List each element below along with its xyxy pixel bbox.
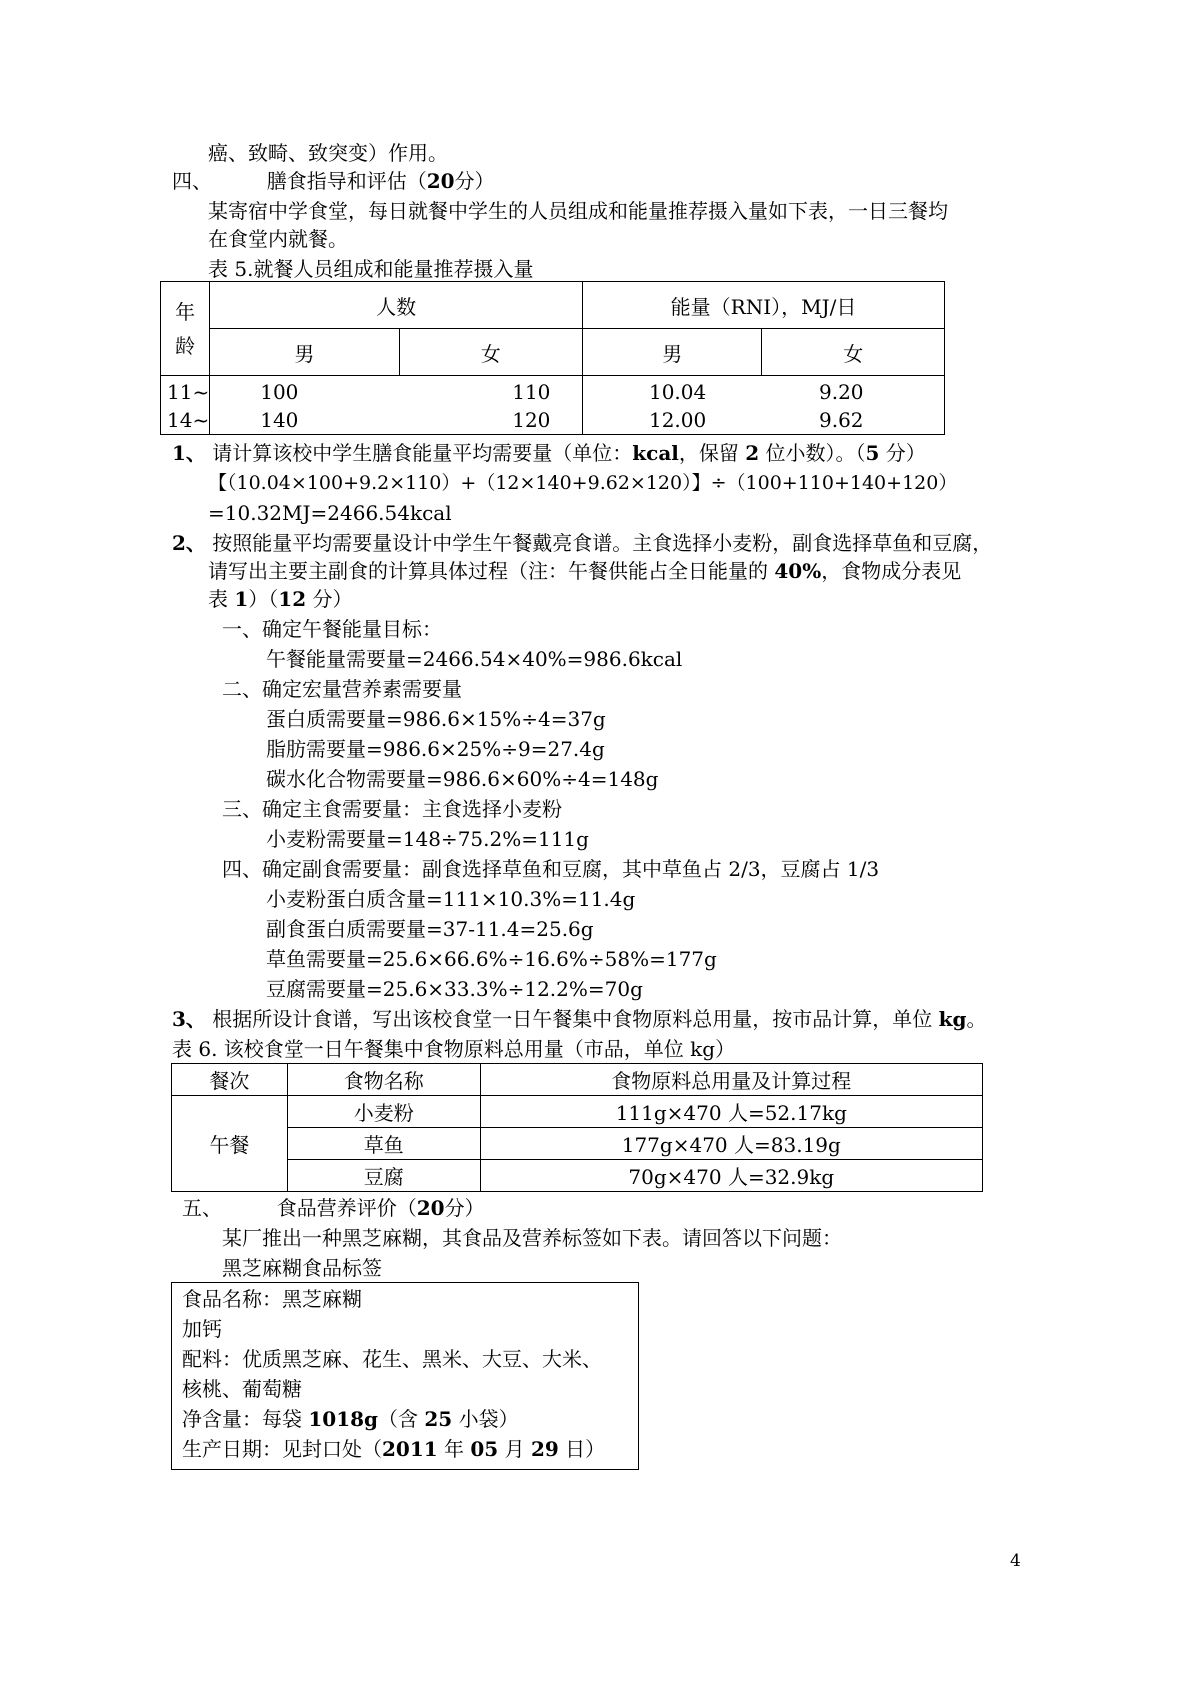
count-female-header: 女	[399, 329, 582, 376]
question-text: 位小数）。（	[759, 441, 866, 465]
step-line: 草鱼需要量=25.6×66.6%÷16.6%÷58%=177g	[266, 947, 717, 971]
header-calc: 食物原料总用量及计算过程	[480, 1064, 982, 1096]
unit: kcal	[632, 441, 679, 465]
question-text: 根据所设计食谱，写出该校食堂一日午餐集中食物原料总用量，按市品计算，单位	[212, 1007, 939, 1031]
question-text: 。	[966, 1007, 987, 1031]
label-calcium: 加钙	[182, 1317, 222, 1341]
q1-answer-result: =10.32MJ=2466.54kcal	[208, 501, 452, 525]
step-line: 豆腐需要量=25.6×33.3%÷12.2%=70g	[266, 977, 643, 1001]
food-label-caption: 黑芝麻糊食品标签	[222, 1256, 382, 1280]
date-year: 2011	[382, 1437, 438, 1461]
question-3	[172, 1006, 986, 1032]
question-number: 1、	[172, 441, 206, 465]
unit: kg	[938, 1007, 967, 1031]
age-value: 14~	[167, 408, 210, 432]
energy-header: 能量（RNI），MJ/日	[582, 282, 944, 329]
section-title: 食品营养评价（	[276, 1196, 417, 1220]
energy-male-value: 12.00	[648, 408, 707, 432]
label-text: 月	[498, 1437, 531, 1461]
score: 12	[278, 587, 307, 611]
section-5-heading	[182, 1195, 485, 1221]
section-4-heading	[172, 168, 495, 194]
label-text: 小袋）	[452, 1407, 519, 1431]
question-text: 表	[208, 587, 235, 611]
energy-male-header: 男	[582, 329, 762, 376]
date-month: 05	[470, 1437, 499, 1461]
count-male-value: 100	[260, 380, 299, 404]
label-ingredients: 配料：优质黑芝麻、花生、黑米、大豆、大米、	[182, 1347, 602, 1371]
count-data-cell	[210, 376, 583, 435]
step-heading: 三、确定主食需要量：主食选择小麦粉	[222, 797, 562, 821]
label-net-weight	[182, 1406, 519, 1432]
label-text: （含	[378, 1407, 425, 1431]
step-heading: 二、确定宏量营养素需要量	[222, 677, 462, 701]
question-number: 3、	[172, 1007, 206, 1031]
date-day: 29	[530, 1437, 559, 1461]
section-score-suffix: 分）	[454, 169, 495, 193]
question-text: 请写出主要主副食的计算具体过程（注：午餐供能占全日能量的	[208, 559, 775, 583]
question-text: 按照能量平均需要量设计中学生午餐戴亮食谱。主食选择小麦粉，副食选择草鱼和豆腐，	[212, 531, 993, 555]
label-product-name: 食品名称：黑芝麻糊	[182, 1287, 362, 1311]
digits: 2	[745, 441, 760, 465]
step-line: 脂肪需要量=986.6×25%÷9=27.4g	[266, 737, 605, 761]
energy-data-cell	[582, 376, 944, 435]
question-text: 请计算该校中学生膳食能量平均需要量（单位：	[212, 441, 633, 465]
question-2-line-3	[208, 586, 352, 612]
age-header	[161, 282, 210, 376]
energy-female-value: 9.20	[818, 380, 864, 404]
step-heading: 一、确定午餐能量目标：	[222, 617, 442, 641]
percent: 40%	[774, 559, 822, 583]
intro-line-1: 某寄宿中学食堂，每日就餐中学生的人员组成和能量推荐摄入量如下表，一日三餐均	[208, 199, 948, 223]
step-line: 小麦粉蛋白质含量=111×10.3%=11.4g	[266, 887, 636, 911]
question-2-line-2	[208, 558, 961, 584]
question-text: ，保留	[678, 441, 746, 465]
label-text: 日）	[558, 1437, 606, 1461]
table-ref: 1	[234, 587, 249, 611]
count-header: 人数	[210, 282, 583, 329]
age-cell	[161, 376, 210, 435]
calc-cell: 111g×470 人=52.17kg	[480, 1096, 982, 1128]
label-ingredients-cont: 核桃、葡萄糖	[182, 1377, 302, 1401]
count-female-value: 120	[512, 408, 551, 432]
count-female-value: 110	[512, 380, 551, 404]
question-2	[172, 530, 992, 556]
step-line: 午餐能量需要量=2466.54×40%=986.6kcal	[266, 647, 683, 671]
step-line: 小麦粉需要量=148÷75.2%=111g	[266, 827, 589, 851]
food-label-box	[171, 1282, 639, 1470]
section-number: 五、	[182, 1196, 222, 1220]
section-number: 四、	[172, 169, 212, 193]
calc-cell: 70g×470 人=32.9kg	[480, 1160, 982, 1192]
step-line: 蛋白质需要量=986.6×15%÷4=37g	[266, 707, 606, 731]
page-number: 4	[1010, 1551, 1021, 1571]
section-score: 20	[426, 169, 455, 193]
energy-female-header: 女	[762, 329, 945, 376]
score: 5	[865, 441, 880, 465]
calc-cell: 177g×470 人=83.19g	[480, 1128, 982, 1160]
energy-female-value: 9.62	[818, 408, 864, 432]
count-male-value: 140	[260, 408, 299, 432]
question-1	[172, 440, 926, 466]
net-count-value: 25	[424, 1407, 453, 1431]
meal-cell: 午餐	[172, 1096, 288, 1192]
section-title: 膳食指导和评估（	[266, 169, 427, 193]
step-heading: 四、确定副食需要量：副食选择草鱼和豆腐，其中草鱼占 2/3，豆腐占 1/3	[222, 857, 880, 881]
header-food: 食物名称	[287, 1064, 480, 1096]
header-meal: 餐次	[172, 1064, 288, 1096]
table5-caption: 表 5.就餐人员组成和能量推荐摄入量	[208, 257, 534, 281]
question-text: 分）	[879, 441, 926, 465]
question-text: ，食物成分表见	[821, 559, 962, 583]
table6-caption: 表 6. 该校食堂一日午餐集中食物原料总用量（市品，单位 kg）	[172, 1037, 736, 1061]
step-line: 碳水化合物需要量=986.6×60%÷4=148g	[266, 767, 659, 791]
count-male-header: 男	[210, 329, 399, 376]
label-text: 净含量：每袋	[182, 1407, 309, 1431]
label-production-date	[182, 1436, 605, 1462]
section-score-suffix: 分）	[444, 1196, 485, 1220]
energy-male-value: 10.04	[648, 380, 707, 404]
label-text: 年	[437, 1437, 471, 1461]
section-5-intro: 某厂推出一种黑芝麻糊，其食品及营养标签如下表。请回答以下问题：	[222, 1226, 842, 1250]
question-text: 分）	[306, 587, 353, 611]
label-text: 生产日期：见封口处（	[182, 1437, 382, 1461]
step-line: 副食蛋白质需要量=37-11.4=25.6g	[266, 917, 594, 941]
intro-line-2: 在食堂内就餐。	[208, 227, 348, 251]
question-text: ）（	[248, 587, 279, 611]
table-6	[171, 1063, 983, 1192]
section-score: 20	[416, 1196, 445, 1220]
continuation-text: 癌、致畸、致突变）作用。	[208, 141, 448, 165]
net-weight-value: 1018g	[308, 1407, 379, 1431]
age-header-text: 年龄	[175, 299, 196, 358]
table-5	[160, 281, 945, 435]
q1-answer-formula: 【（10.04×100+9.2×110）+（12×140+9.62×120）】÷（100+110+140+120）	[208, 472, 958, 494]
food-cell: 豆腐	[287, 1160, 480, 1192]
question-number: 2、	[172, 531, 206, 555]
food-cell: 小麦粉	[287, 1096, 480, 1128]
food-cell: 草鱼	[287, 1128, 480, 1160]
age-value: 11~	[167, 380, 210, 404]
